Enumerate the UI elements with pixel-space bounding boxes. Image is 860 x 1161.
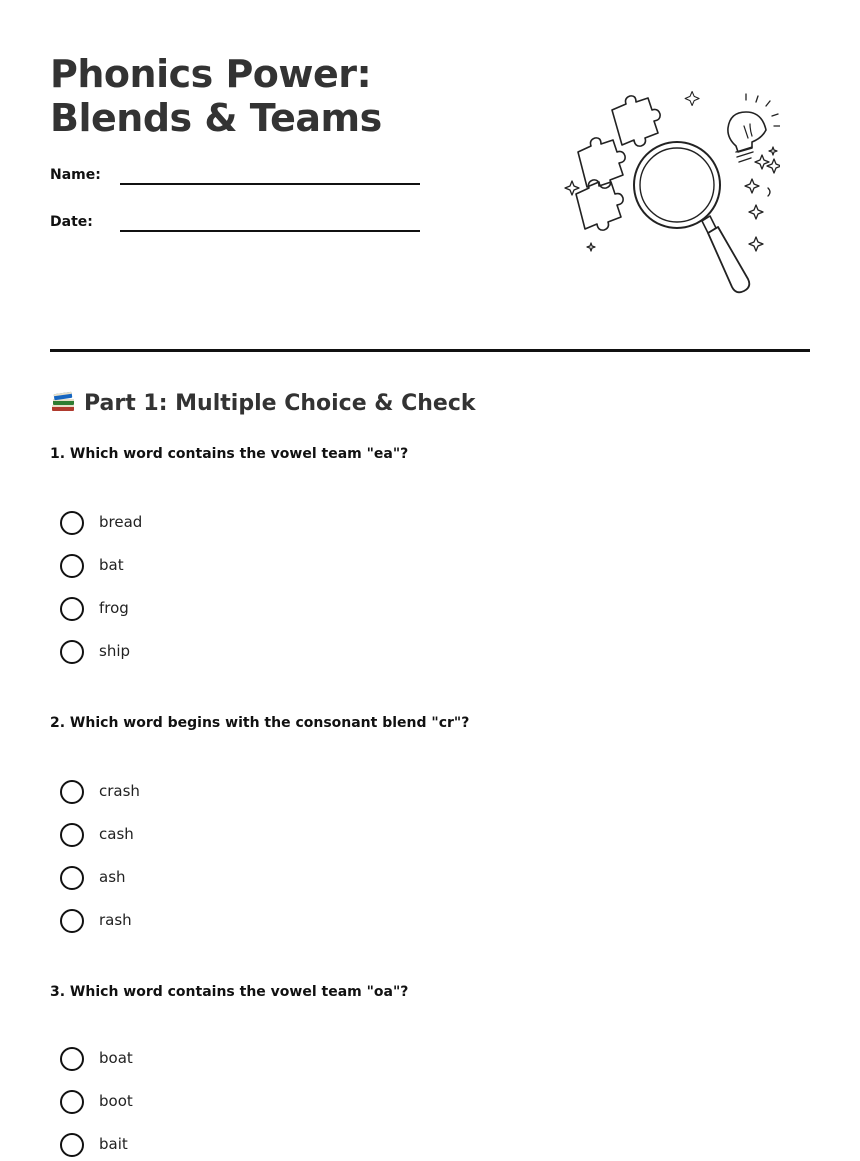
option-bread[interactable] bbox=[60, 511, 360, 537]
date-label: Date: bbox=[50, 214, 93, 230]
radio-button[interactable] bbox=[60, 1090, 84, 1114]
option-label: rash bbox=[99, 911, 132, 929]
option-frog[interactable] bbox=[60, 597, 360, 623]
section-heading-part-1 bbox=[50, 388, 476, 420]
question-text: 1. Which word contains the vowel team "ea"? bbox=[50, 446, 409, 462]
option-bat[interactable] bbox=[60, 554, 360, 580]
radio-button[interactable] bbox=[60, 554, 84, 578]
option-label: bat bbox=[99, 556, 124, 574]
question-text: 2. Which word begins with the consonant blend "cr"? bbox=[50, 715, 470, 731]
option-boat[interactable] bbox=[60, 1047, 360, 1073]
radio-button[interactable] bbox=[60, 1047, 84, 1071]
name-line[interactable] bbox=[120, 183, 420, 185]
option-boot[interactable] bbox=[60, 1090, 360, 1116]
option-label: bait bbox=[99, 1135, 128, 1153]
option-crash[interactable] bbox=[60, 780, 360, 806]
section-heading-text: Part 1: Multiple Choice & Check bbox=[84, 391, 476, 416]
name-field[interactable] bbox=[50, 167, 430, 197]
option-cash[interactable] bbox=[60, 823, 360, 849]
page-title: Phonics Power: Blends & Teams bbox=[50, 52, 382, 140]
radio-button[interactable] bbox=[60, 909, 84, 933]
radio-button[interactable] bbox=[60, 640, 84, 664]
option-label: ash bbox=[99, 868, 126, 886]
option-label: bread bbox=[99, 513, 143, 531]
option-bait[interactable] bbox=[60, 1133, 360, 1159]
question-text: 3. Which word contains the vowel team "oa"? bbox=[50, 984, 409, 1000]
radio-button[interactable] bbox=[60, 511, 84, 535]
radio-button[interactable] bbox=[60, 1133, 84, 1157]
option-ash[interactable] bbox=[60, 866, 360, 892]
header-divider bbox=[50, 349, 810, 352]
radio-button[interactable] bbox=[60, 866, 84, 890]
radio-button[interactable] bbox=[60, 780, 84, 804]
option-label: cash bbox=[99, 825, 134, 843]
option-label: ship bbox=[99, 642, 131, 660]
option-label: boat bbox=[99, 1049, 133, 1067]
option-label: frog bbox=[99, 599, 129, 617]
date-line[interactable] bbox=[120, 230, 420, 232]
option-label: crash bbox=[99, 782, 140, 800]
radio-button[interactable] bbox=[60, 597, 84, 621]
date-field[interactable] bbox=[50, 214, 430, 244]
option-rash[interactable] bbox=[60, 909, 360, 935]
option-ship[interactable] bbox=[60, 640, 360, 666]
option-label: boot bbox=[99, 1092, 133, 1110]
radio-button[interactable] bbox=[60, 823, 84, 847]
magnifying-glass-puzzle-lightbulb-icon bbox=[560, 90, 780, 300]
books-icon bbox=[50, 389, 76, 413]
name-label: Name: bbox=[50, 167, 101, 183]
